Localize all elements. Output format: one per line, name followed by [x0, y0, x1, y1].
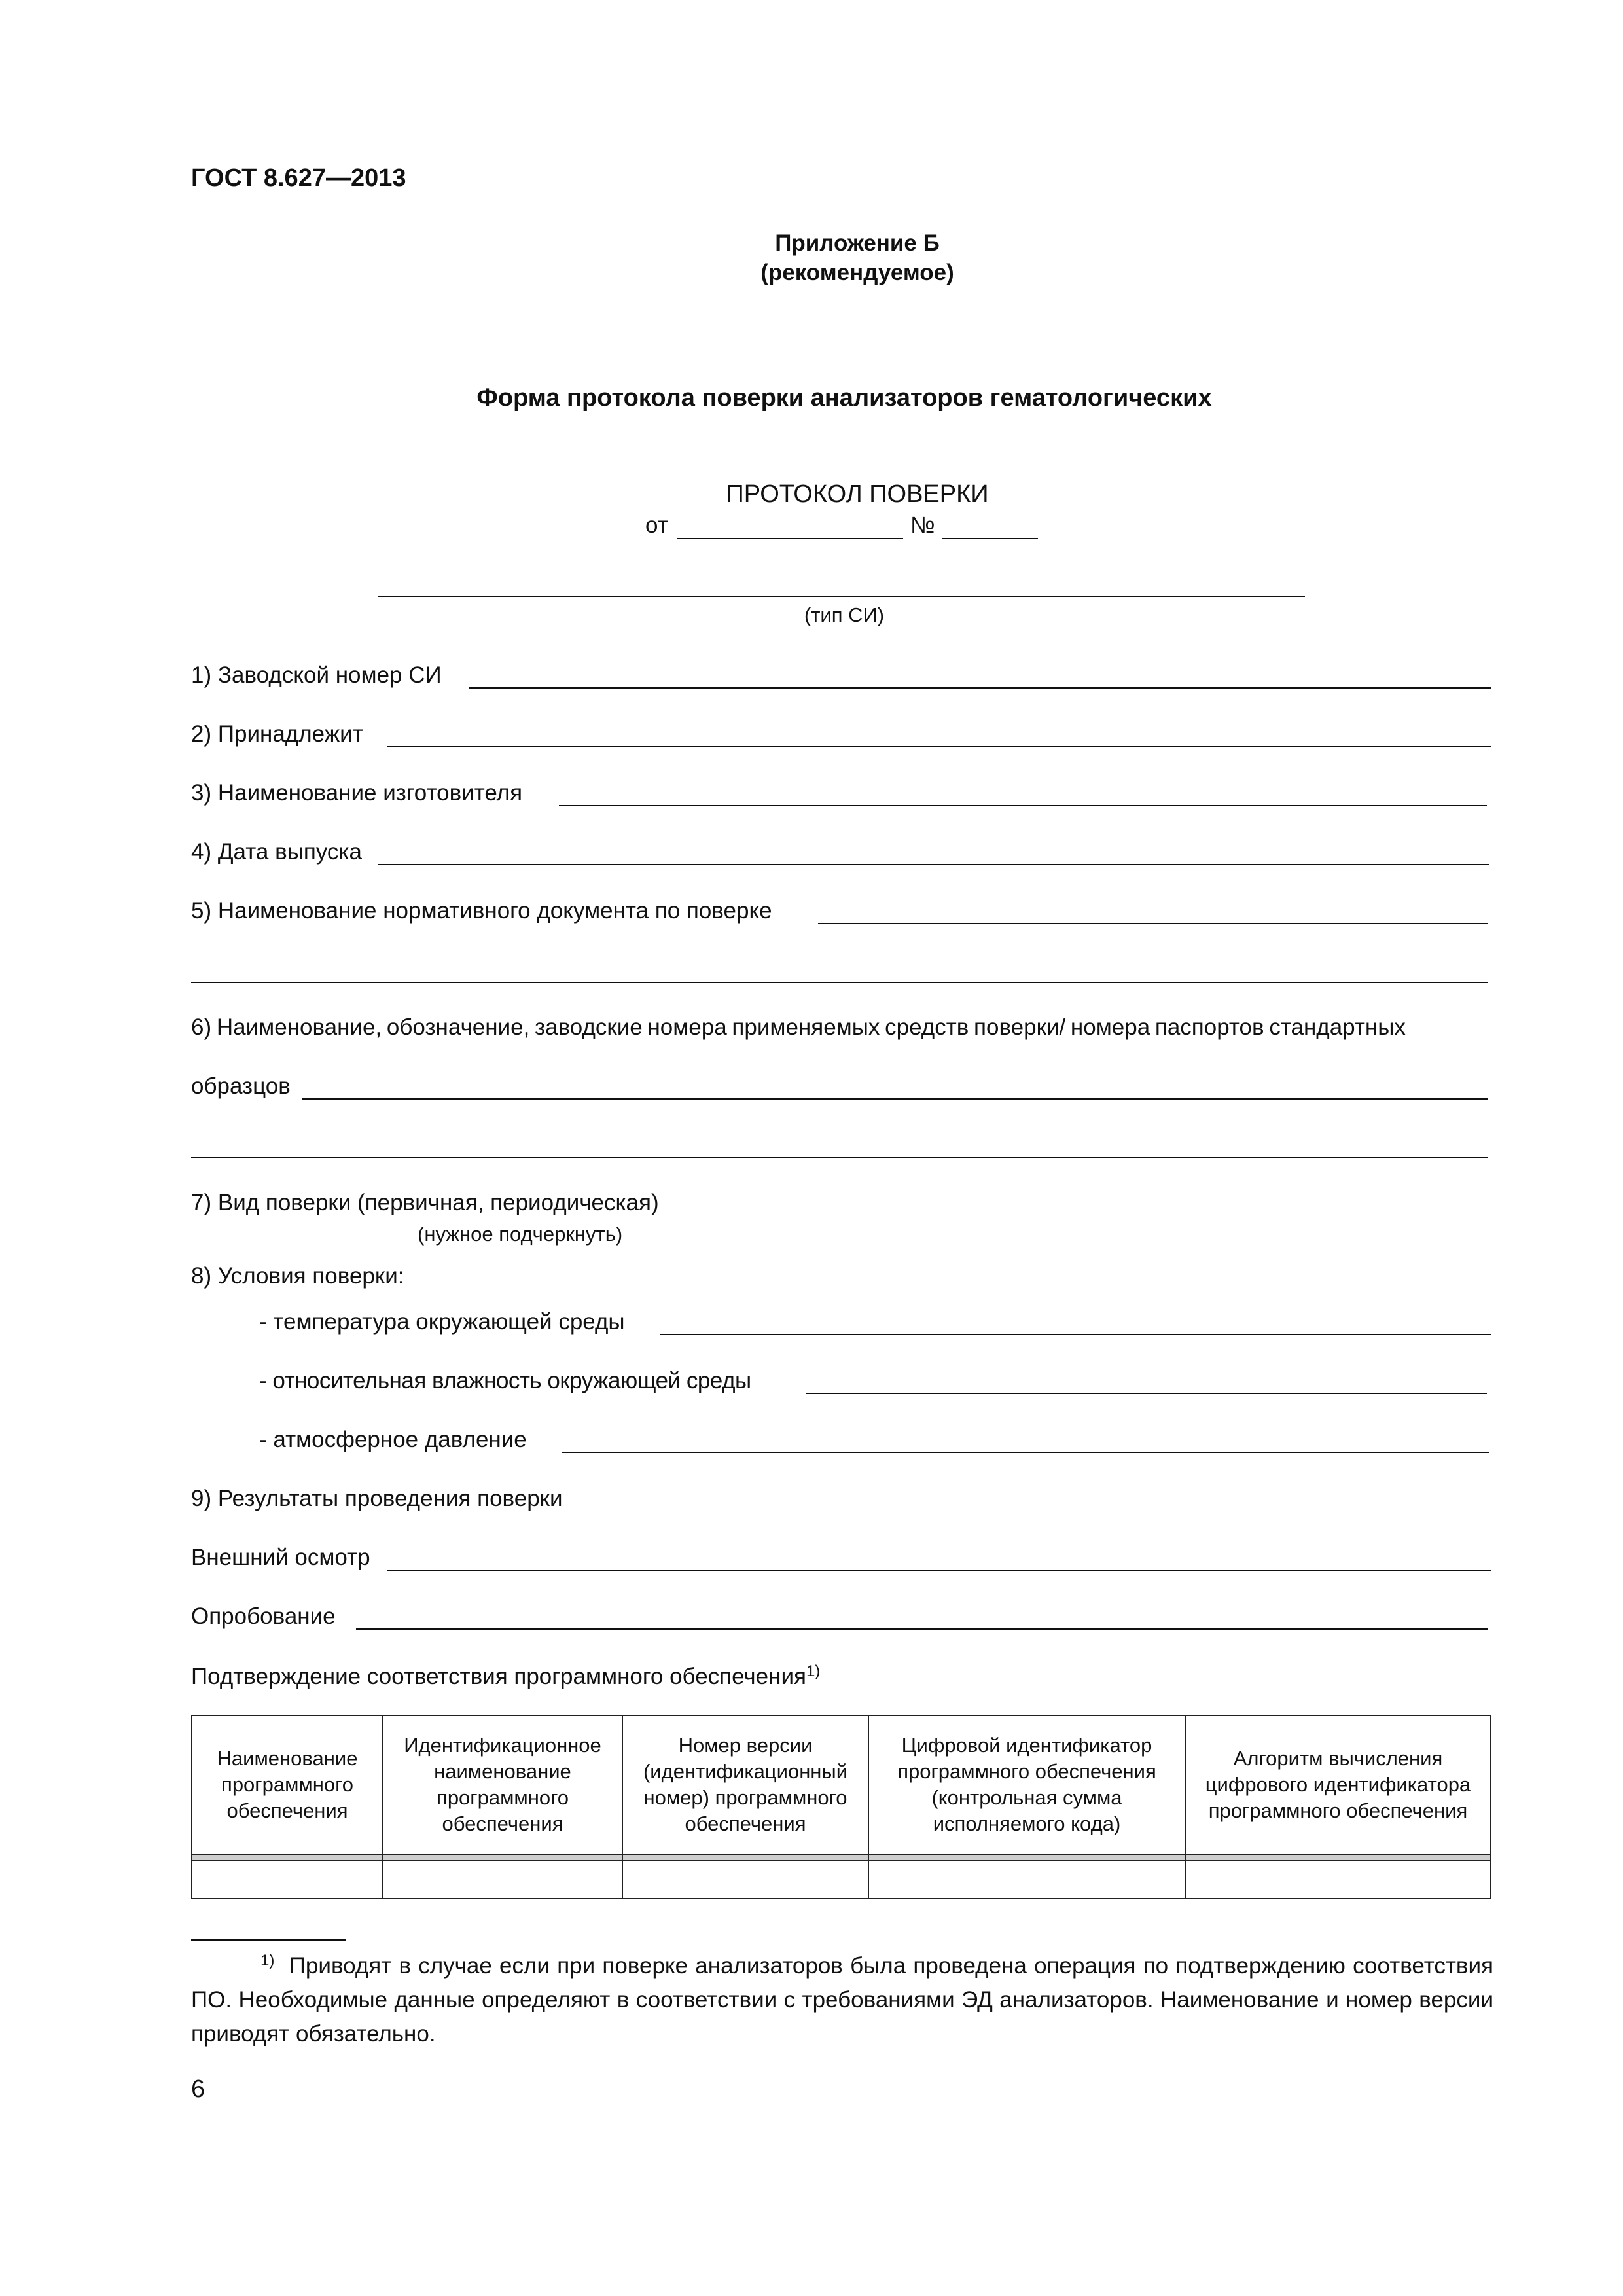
- item-7-label: 7) Вид поверки (первичная, периодическая): [191, 1190, 659, 1215]
- standard-header: ГОСТ 8.627—2013: [191, 164, 406, 192]
- temperature-line[interactable]: [660, 1334, 1491, 1335]
- item-8-label: 8) Условия поверки:: [191, 1263, 404, 1289]
- footnote-text: Приводят в случае если при поверке анализаторов была проведена операция по подтверждению соответствия ПО. Необходимые данные определяют в соответствии с требованиями ЭД анализаторов. Наименование и номер версии приводят обязательно.: [191, 1953, 1493, 2047]
- table-cell[interactable]: [1185, 1861, 1491, 1899]
- software-confirmation-label: [191, 1664, 820, 1690]
- item-3-line[interactable]: [559, 805, 1487, 806]
- item-5-line[interactable]: [818, 923, 1488, 924]
- protocol-title: ПРОТОКОЛ ПОВЕРКИ: [726, 480, 989, 508]
- appendix-title: Приложение Б: [775, 230, 940, 256]
- table-header-cell: Идентификационное наименование программного обеспечения: [383, 1715, 622, 1854]
- item-4-line[interactable]: [378, 864, 1489, 865]
- table-cell[interactable]: [192, 1861, 383, 1899]
- item-5-line-2[interactable]: [191, 982, 1488, 983]
- table-row: [192, 1861, 1491, 1899]
- appendix-status: (рекомендуемое): [760, 260, 954, 285]
- item-1-line[interactable]: [469, 687, 1491, 689]
- type-line[interactable]: [378, 596, 1305, 597]
- footnote-ref: 1): [806, 1662, 821, 1680]
- item-6-line-2[interactable]: [191, 1157, 1488, 1158]
- testing-label: Опробование: [191, 1604, 336, 1629]
- table-header-cell: Цифровой идентификатор программного обеспечения (контрольная сумма исполняемого кода): [868, 1715, 1185, 1854]
- table-header-cell: Наименование программного обеспечения: [192, 1715, 383, 1854]
- visual-inspection-label: Внешний осмотр: [191, 1545, 370, 1570]
- item-2-label: 2) Принадлежит: [191, 721, 363, 747]
- testing-line[interactable]: [356, 1628, 1488, 1630]
- software-table: [191, 1715, 1491, 1899]
- item-9-label: 9) Результаты проведения поверки: [191, 1486, 563, 1511]
- footnote: [191, 1949, 1493, 2051]
- item-6-label-cont: образцов: [191, 1073, 291, 1099]
- software-confirmation-text: Подтверждение соответствия программного обеспечения: [191, 1664, 806, 1689]
- type-caption: (тип СИ): [804, 603, 885, 626]
- item-1-label: 1) Заводской номер СИ: [191, 662, 442, 688]
- number-prefix: №: [910, 512, 935, 538]
- item-6-line[interactable]: [302, 1098, 1488, 1100]
- number-line[interactable]: [942, 538, 1038, 539]
- footnote-mark: 1): [260, 1952, 275, 1969]
- item-4-label: 4) Дата выпуска: [191, 839, 362, 865]
- pressure-line[interactable]: [562, 1452, 1489, 1453]
- pressure-label: - атмосферное давление: [259, 1427, 527, 1452]
- footnote-divider: [191, 1939, 346, 1941]
- table-separator: [192, 1854, 1491, 1861]
- humidity-line[interactable]: [806, 1393, 1487, 1394]
- visual-inspection-line[interactable]: [387, 1570, 1491, 1571]
- item-5-label: 5) Наименование нормативного документа по поверке: [191, 898, 772, 924]
- item-7-note: (нужное подчеркнуть): [418, 1223, 623, 1246]
- page-number: 6: [191, 2075, 205, 2103]
- temperature-label: - температура окружающей среды: [259, 1309, 625, 1335]
- date-prefix: от: [645, 512, 668, 538]
- date-line[interactable]: [677, 538, 903, 539]
- item-2-line[interactable]: [387, 746, 1491, 747]
- humidity-label: - относительная влажность окружающей среды: [259, 1368, 751, 1393]
- form-title: Форма протокола поверки анализаторов гематологических: [476, 384, 1212, 412]
- table-header-cell: Алгоритм вычисления цифрового идентификатора программного обеспечения: [1185, 1715, 1491, 1854]
- table-cell[interactable]: [868, 1861, 1185, 1899]
- item-3-label: 3) Наименование изготовителя: [191, 780, 523, 806]
- item-6-label: 6) Наименование, обозначение, заводские номера применяемых средств поверки/ номера паспортов стандартных: [191, 1014, 1406, 1040]
- table-cell[interactable]: [383, 1861, 622, 1899]
- table-cell[interactable]: [622, 1861, 868, 1899]
- table-header-cell: Номер версии (идентификационный номер) программного обеспечения: [622, 1715, 868, 1854]
